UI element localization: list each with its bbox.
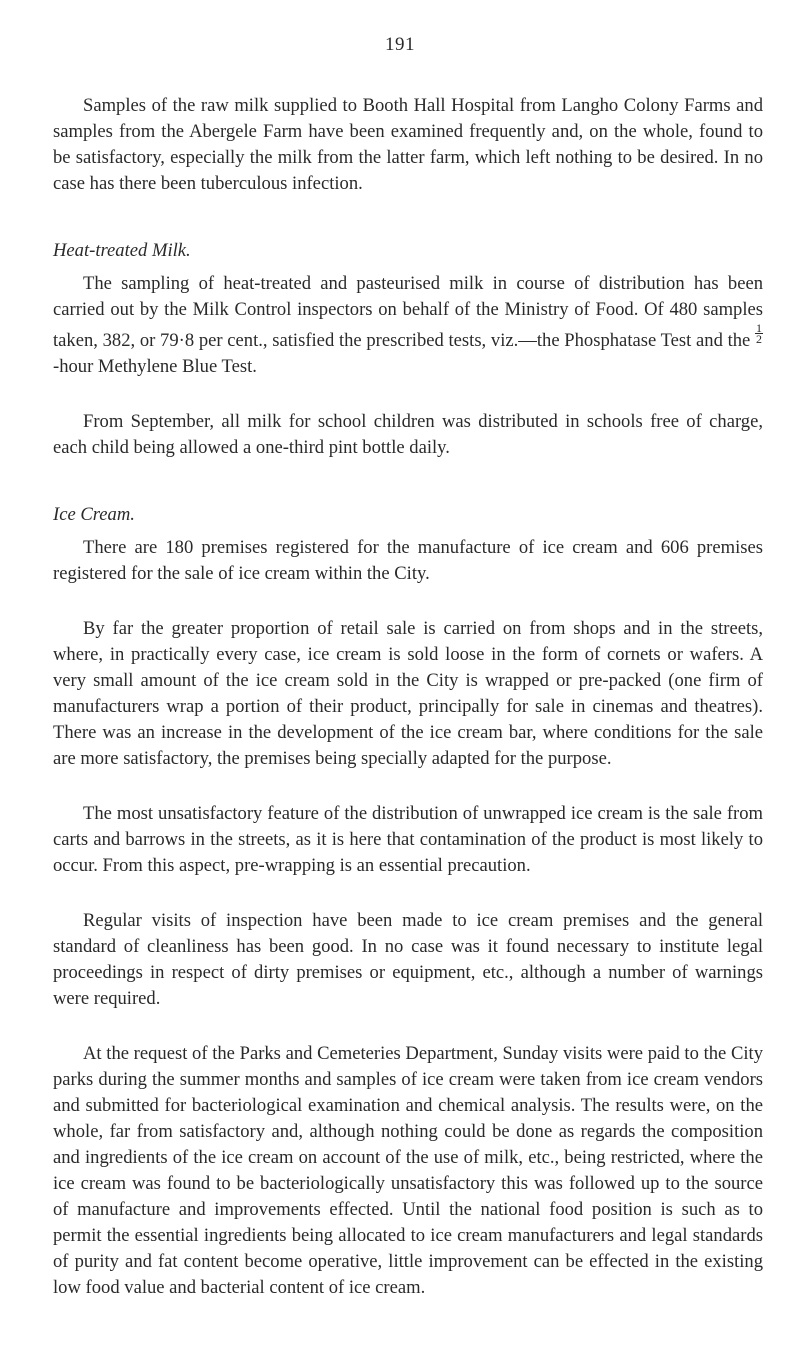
paragraph-ice-cream-premises: There are 180 premises registered for the manufacture of ice cream and 606 premises registered for the sale of ice cream within the City.	[53, 537, 763, 584]
page-number: 191	[385, 34, 415, 55]
paragraph-raw-milk: Samples of the raw milk supplied to Booth Hall Hospital from Langho Colony Farms and samples from the Abergele Farm have been examined frequently and, on the whole, found to be satisfactory, especially the milk from the latter farm, which left nothing to be desired. In no case has there been tuberculous infection.	[53, 95, 763, 194]
fraction-numerator: 1	[756, 321, 762, 335]
paragraph-inspection: Regular visits of inspection have been made to ice cream premises and the general standard of cleanliness has been good. In no case was it found necessary to institute legal proceedings in respect of dirty premises or equipment, etc., although a number of warnings were required.	[53, 910, 763, 1009]
heading-ice-cream: Ice Cream.	[53, 504, 135, 525]
fraction-denominator: 2	[756, 332, 762, 346]
half-fraction	[755, 323, 763, 344]
paragraph-retail-sale: By far the greater proportion of retail sale is carried on from shops and in the streets, where, in practically every case, ice cream is sold loose in the form of cornets or wafers. A very small amount of the ice cream sold in the City is wrapped or pre-packed (one firm of manufacturers wrap a portion of their product, principally for sale in cinemas and theatres). There was an increase in the development of the ice cream bar, where conditions for the sale are more satisfactory, the premises being specially adapted for the purpose.	[53, 618, 763, 769]
heading-heat-treated-milk: Heat-treated Milk.	[53, 240, 191, 261]
paragraph-parks-visits: At the request of the Parks and Cemeteries Department, Sunday visits were paid to the City parks during the summer months and samples of ice cream were taken from ice cream vendors and submitted for bacteriological examination and chemical analysis. The results were, on the whole, far from satisfactory and, although nothing could be done as regards the composition and ingredients of the ice cream on account of the use of milk, etc., being restricted, where the ice cream was found to be bacteriologically unsatisfactory this was followed up to the source of manufacture and improvements effected. Until the national food position is such as to permit the essential ingredients being allocated to ice cream manufacturers and legal standards of purity and fat content become operative, little improvement can be effected in the existing low food value and bacterial content of ice cream.	[53, 1043, 763, 1298]
heat-treated-text-before: The sampling of heat-treated and pasteurised milk in course of distribution has been carried out by the Milk Control inspectors on behalf of the Ministry of Food. Of 480 samples taken, 382, or 79·8 per cent., satisfied the prescribed tests, viz.—the Phosphatase Test and the	[53, 273, 763, 351]
heat-treated-text-after: -hour Methylene Blue Test.	[53, 356, 257, 377]
paragraph-unwrapped-ice-cream: The most unsatisfactory feature of the distribution of unwrapped ice cream is the sale from carts and barrows in the streets, as it is here that contamination of the product is most likely to occur. From this aspect, pre-wrapping is an essential precaution.	[53, 803, 763, 876]
paragraph-school-milk: From September, all milk for school children was distributed in schools free of charge, each child being allowed a one-third pint bottle daily.	[53, 411, 763, 458]
paragraph-heat-treated-sampling	[53, 271, 763, 380]
page-body	[53, 93, 763, 1301]
